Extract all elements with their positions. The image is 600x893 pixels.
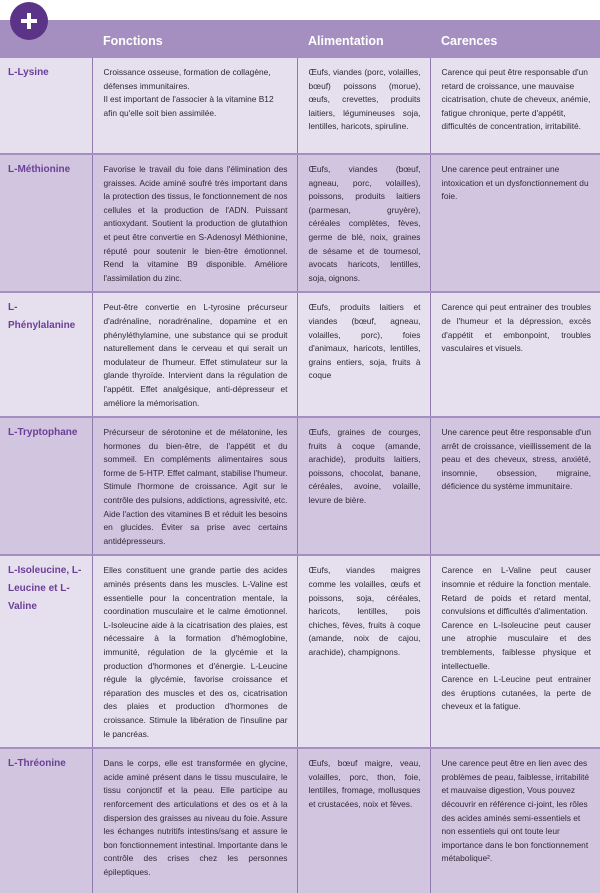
table-row — [0, 292, 600, 417]
column-header-carences: Carences — [430, 20, 600, 57]
table-header-row — [0, 20, 600, 57]
amino-acid-name: L-Thréonine — [0, 748, 92, 893]
carences-cell — [430, 57, 600, 154]
amino-acid-name: L-Méthionine — [0, 154, 92, 292]
table-row — [0, 154, 600, 292]
carences-cell — [430, 555, 600, 748]
carences-cell — [430, 292, 600, 417]
amino-acid-name: L-Tryptophane — [0, 417, 92, 555]
alimentation-cell: Œufs, viandes (porc, volailles, bœuf) poissons (morue), œufs, crevettes, produits laitiers, légumineuses soja, lentilles, haricots, spiruline. — [297, 57, 430, 154]
amino-acid-name: L-Phénylalanine — [0, 292, 92, 417]
fonctions-text: Peut-être convertie en L-tyrosine précurseur d'adrénaline, noradrénaline, dopamine et en phényléthylamine, une substance qui se produit naturellement dans le cerveau et qui serait un modulateur de l'humeur. Effet stimulateur sur la glande thyroïde. Intervient dans la régulation de l'appétit. Effet analgésique, anti-dépresseur et améliore la mémorisation. — [103, 302, 288, 408]
plus-badge — [10, 2, 48, 40]
fonctions-text: Il est important de l'associer à la vitamine B12 afin qu'elle soit bien assimilée. — [103, 94, 274, 118]
table-row — [0, 748, 600, 893]
carences-text: Carence en L-Valine peut causer insomnie et réduire la fonction mentale. Retard de poids et retard mental, convulsions et difficultés d'alimentation. — [441, 565, 591, 617]
carences-text: Carence qui peut être responsable d'un retard de croissance, une mauvaise cicatrisation, chute de cheveux, anémie, fatigue chronique, perte d'appétit, difficultés de concentration, irritabilité. — [441, 67, 591, 132]
fonctions-cell — [92, 417, 297, 555]
carences-cell — [430, 154, 600, 292]
fonctions-text: Elles constituent une grande partie des acides aminés présents dans les muscles. L-Valine est essentielle pour la concentration mentale, la coordination musculaire et le calme émotionnel. L-Isoleucine aide à la cicatrisation des plaies, est nécessaire à la formation d'hémoglobine, immunité, régulation de la glycémie et la production d'hormones et d'énergie. L-Leucine régule la glycémie, favorise croissance et réparation des muscles et des os, cicatrisation des plaies et production d'hormones de croissance. Stimule la libération de l'insuline par le pancréas. — [103, 565, 288, 739]
table-row — [0, 417, 600, 555]
carences-text: Une carence peut être responsable d'un arrêt de croissance, vieillissement de la peau et des cheveux, stress, anxiété, insomnie, obsession, migraine, déficience du système immunitaire. — [441, 427, 591, 492]
fonctions-text: Précurseur de sérotonine et de mélatonine, les hormones du bien-être, de l'appétit et du sommeil. En compléments alimentaires sous forme de 5-HTP. Effet calmant, stabilise l'humeur. Stimule l'hormone de croissance. Agit sur le contrôle des pulsions, addictions, agressivité, etc. Aide l'action des vitamines B et réduit les besoins en glucides. Éviter sa prise avec certains antidépresseurs. — [103, 427, 288, 546]
carences-text: Carence en L-Leucine peut entrainer des éruptions cutanées, la perte de cheveux et la fatigue. — [441, 674, 591, 712]
alimentation-cell: Œufs, produits laitiers et viandes (bœuf, agneau, volailles, porc), foies d'animaux, haricots, lentilles, grains entiers, soja, fruits à coque — [297, 292, 430, 417]
carences-text: Carence en L-Isoleucine peut causer une atrophie musculaire et des tremblements, faiblesse physique et intellectuelle. — [441, 619, 591, 671]
amino-acid-table — [0, 20, 600, 893]
table-row — [0, 555, 600, 748]
carences-cell — [430, 417, 600, 555]
amino-acid-name: L-Lysine — [0, 57, 92, 154]
fonctions-cell — [92, 748, 297, 893]
fonctions-text: Favorise le travail du foie dans l'élimination des graisses. Acide aminé soufré très important dans la protection des tissus, le fonctionnement de nos cellules et la production de l'ADN. Puissant antioxydant. Soutient la production de glutathion et peut être convertie en S-Adenosyl Méthionine, réputé pour soutenir le bien-être émotionnel. Rend la vitamine B9 disponible. Améliore l'assimilation du zinc. — [103, 164, 288, 283]
amino-acid-name: L-Isoleucine, L-Leucine et L-Valine — [0, 555, 92, 748]
fonctions-text: Croissance osseuse, formation de collagène, défenses immunitaires. — [103, 67, 271, 91]
plus-icon — [20, 12, 38, 30]
alimentation-cell: Œufs, bœuf maigre, veau, volailles, porc, thon, foie, lentilles, fromage, mollusques et crustacées, noix et fèves. — [297, 748, 430, 893]
carences-cell — [430, 748, 600, 893]
column-header-fonctions: Fonctions — [92, 20, 297, 57]
column-header-alimentation: Alimentation — [297, 20, 430, 57]
carences-text: Une carence peut être en lien avec des problèmes de peau, faiblesse, irritabilité et mauvaise digestion, Vous pouvez découvrir en référence ci-joint, les rôles des acides aminés semi-essentiels et non essentiels qui ont toute leur importance dans le bon fonctionnement métabolique². — [441, 758, 590, 864]
fonctions-text: Dans le corps, elle est transformée en glycine, acide aminé présent dans le tissu musculaire, le tissu conjonctif et la peau. Elle participe au renforcement des articulations et des os et à la dispersion des graisses au niveau du foie. Assure les échanges nutritifs intestins/sang et assure le bon fonctionnement intestinal. Importante dans le contrôle des crises chez les personnes épileptiques. — [103, 758, 288, 877]
table-row — [0, 57, 600, 154]
alimentation-cell: Œufs, viandes maigres comme les volailles, œufs et poissons, soja, céréales, haricots, lentilles, pois chiches, fèves, fruits à coque (amande, noix de cajou, arachide), champignons. — [297, 555, 430, 748]
fonctions-cell — [92, 57, 297, 154]
alimentation-cell: Œufs, viandes (bœuf, agneau, porc, volailles), poissons, produits laitiers (parmesan, gruyère), céréales complètes, fèves, germe de blé, noix, graines de sésame et de tournesol, avocats haricots, lentilles, soja, oignons. — [297, 154, 430, 292]
alimentation-cell: Œufs, graines de courges, fruits à coque (amande, arachide), produits laitiers, poissons, chocolat, banane, céréales, avoine, volaille, levure de bière. — [297, 417, 430, 555]
fonctions-cell — [92, 555, 297, 748]
carences-text: Carence qui peut entrainer des troubles de l'humeur et la dépression, excès d'appétit et embonpoint, troubles vasculaires et visuels. — [441, 302, 591, 354]
carences-text: Une carence peut entrainer une intoxication et un dysfonctionnement du foie. — [441, 164, 589, 202]
fonctions-cell — [92, 292, 297, 417]
fonctions-cell — [92, 154, 297, 292]
